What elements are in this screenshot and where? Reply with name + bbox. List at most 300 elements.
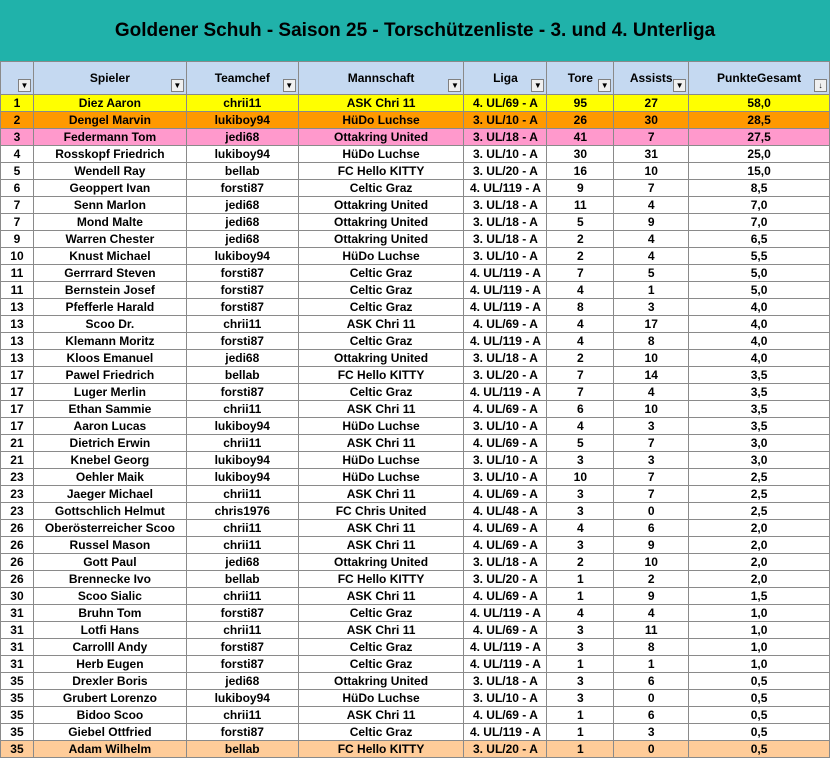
assists-cell[interactable]: 6 bbox=[614, 673, 689, 690]
points-cell[interactable]: 1,0 bbox=[689, 605, 830, 622]
teamchef-cell[interactable]: forsti87 bbox=[186, 639, 298, 656]
assists-cell[interactable]: 8 bbox=[614, 333, 689, 350]
team-cell[interactable]: Ottakring United bbox=[298, 350, 464, 367]
filter-dropdown-icon[interactable]: ▼ bbox=[598, 79, 611, 92]
assists-cell[interactable]: 4 bbox=[614, 248, 689, 265]
assists-cell[interactable]: 4 bbox=[614, 384, 689, 401]
goals-cell[interactable]: 10 bbox=[547, 469, 614, 486]
player-name-cell[interactable]: Oehler Maik bbox=[33, 469, 186, 486]
league-cell[interactable]: 3. UL/10 - A bbox=[464, 112, 547, 129]
rank-cell[interactable]: 31 bbox=[1, 639, 34, 656]
player-name-cell[interactable]: Scoo Dr. bbox=[33, 316, 186, 333]
assists-cell[interactable]: 31 bbox=[614, 146, 689, 163]
player-name-cell[interactable]: Diez Aaron bbox=[33, 95, 186, 112]
rank-cell[interactable]: 17 bbox=[1, 418, 34, 435]
teamchef-cell[interactable]: jedi68 bbox=[186, 214, 298, 231]
league-cell[interactable]: 3. UL/18 - A bbox=[464, 197, 547, 214]
goals-cell[interactable]: 3 bbox=[547, 503, 614, 520]
assists-cell[interactable]: 14 bbox=[614, 367, 689, 384]
assists-cell[interactable]: 3 bbox=[614, 418, 689, 435]
player-name-cell[interactable]: Knust Michael bbox=[33, 248, 186, 265]
points-cell[interactable]: 6,5 bbox=[689, 231, 830, 248]
player-name-cell[interactable]: Knebel Georg bbox=[33, 452, 186, 469]
points-cell[interactable]: 3,5 bbox=[689, 384, 830, 401]
player-name-cell[interactable]: Aaron Lucas bbox=[33, 418, 186, 435]
league-cell[interactable]: 3. UL/20 - A bbox=[464, 367, 547, 384]
goals-cell[interactable]: 1 bbox=[547, 588, 614, 605]
goals-cell[interactable]: 4 bbox=[547, 282, 614, 299]
filter-dropdown-icon[interactable]: ▼ bbox=[171, 79, 184, 92]
points-cell[interactable]: 0,5 bbox=[689, 707, 830, 724]
goals-cell[interactable]: 3 bbox=[547, 622, 614, 639]
rank-cell[interactable]: 26 bbox=[1, 520, 34, 537]
team-cell[interactable]: Ottakring United bbox=[298, 197, 464, 214]
points-cell[interactable]: 2,0 bbox=[689, 571, 830, 588]
team-cell[interactable]: Ottakring United bbox=[298, 231, 464, 248]
teamchef-cell[interactable]: forsti87 bbox=[186, 299, 298, 316]
player-name-cell[interactable]: Adam Wilhelm bbox=[33, 741, 186, 758]
league-cell[interactable]: 3. UL/10 - A bbox=[464, 418, 547, 435]
team-cell[interactable]: Celtic Graz bbox=[298, 384, 464, 401]
points-cell[interactable]: 7,0 bbox=[689, 197, 830, 214]
team-cell[interactable]: HüDo Luchse bbox=[298, 690, 464, 707]
rank-cell[interactable]: 3 bbox=[1, 129, 34, 146]
teamchef-cell[interactable]: bellab bbox=[186, 163, 298, 180]
rank-cell[interactable]: 21 bbox=[1, 452, 34, 469]
player-name-cell[interactable]: Bruhn Tom bbox=[33, 605, 186, 622]
points-cell[interactable]: 4,0 bbox=[689, 333, 830, 350]
rank-cell[interactable]: 23 bbox=[1, 503, 34, 520]
goals-cell[interactable]: 1 bbox=[547, 571, 614, 588]
rank-cell[interactable]: 35 bbox=[1, 690, 34, 707]
teamchef-cell[interactable]: forsti87 bbox=[186, 724, 298, 741]
team-cell[interactable]: HüDo Luchse bbox=[298, 469, 464, 486]
team-cell[interactable]: ASK Chri 11 bbox=[298, 95, 464, 112]
assists-cell[interactable]: 2 bbox=[614, 571, 689, 588]
team-cell[interactable]: FC Hello KITTY bbox=[298, 571, 464, 588]
teamchef-cell[interactable]: forsti87 bbox=[186, 384, 298, 401]
teamchef-cell[interactable]: jedi68 bbox=[186, 231, 298, 248]
points-cell[interactable]: 2,0 bbox=[689, 554, 830, 571]
team-cell[interactable]: FC Hello KITTY bbox=[298, 367, 464, 384]
player-name-cell[interactable]: Lotfi Hans bbox=[33, 622, 186, 639]
assists-cell[interactable]: 8 bbox=[614, 639, 689, 656]
goals-cell[interactable]: 16 bbox=[547, 163, 614, 180]
points-cell[interactable]: 2,5 bbox=[689, 469, 830, 486]
assists-cell[interactable]: 7 bbox=[614, 469, 689, 486]
filter-dropdown-icon[interactable]: ▼ bbox=[448, 79, 461, 92]
points-cell[interactable]: 0,5 bbox=[689, 741, 830, 758]
goals-cell[interactable]: 26 bbox=[547, 112, 614, 129]
goals-cell[interactable]: 2 bbox=[547, 554, 614, 571]
rank-cell[interactable]: 7 bbox=[1, 214, 34, 231]
team-cell[interactable]: Celtic Graz bbox=[298, 639, 464, 656]
player-name-cell[interactable]: Luger Merlin bbox=[33, 384, 186, 401]
league-cell[interactable]: 4. UL/119 - A bbox=[464, 299, 547, 316]
points-cell[interactable]: 1,5 bbox=[689, 588, 830, 605]
rank-cell[interactable]: 31 bbox=[1, 622, 34, 639]
filter-dropdown-icon[interactable]: ▼ bbox=[673, 79, 686, 92]
goals-cell[interactable]: 4 bbox=[547, 418, 614, 435]
assists-cell[interactable]: 3 bbox=[614, 452, 689, 469]
assists-cell[interactable]: 7 bbox=[614, 180, 689, 197]
league-cell[interactable]: 3. UL/10 - A bbox=[464, 469, 547, 486]
league-cell[interactable]: 4. UL/69 - A bbox=[464, 588, 547, 605]
assists-cell[interactable]: 6 bbox=[614, 707, 689, 724]
points-cell[interactable]: 3,5 bbox=[689, 418, 830, 435]
rank-cell[interactable]: 21 bbox=[1, 435, 34, 452]
assists-cell[interactable]: 5 bbox=[614, 265, 689, 282]
goals-cell[interactable]: 3 bbox=[547, 452, 614, 469]
team-cell[interactable]: HüDo Luchse bbox=[298, 248, 464, 265]
points-cell[interactable]: 25,0 bbox=[689, 146, 830, 163]
teamchef-cell[interactable]: forsti87 bbox=[186, 265, 298, 282]
rank-cell[interactable]: 35 bbox=[1, 707, 34, 724]
rank-cell[interactable]: 23 bbox=[1, 469, 34, 486]
points-cell[interactable]: 5,0 bbox=[689, 282, 830, 299]
league-cell[interactable]: 3. UL/18 - A bbox=[464, 350, 547, 367]
teamchef-cell[interactable]: jedi68 bbox=[186, 673, 298, 690]
team-cell[interactable]: ASK Chri 11 bbox=[298, 401, 464, 418]
teamchef-cell[interactable]: forsti87 bbox=[186, 282, 298, 299]
player-name-cell[interactable]: Carrolll Andy bbox=[33, 639, 186, 656]
teamchef-cell[interactable]: lukiboy94 bbox=[186, 418, 298, 435]
assists-cell[interactable]: 0 bbox=[614, 741, 689, 758]
team-cell[interactable]: ASK Chri 11 bbox=[298, 537, 464, 554]
teamchef-cell[interactable]: chris1976 bbox=[186, 503, 298, 520]
rank-cell[interactable]: 10 bbox=[1, 248, 34, 265]
teamchef-cell[interactable]: bellab bbox=[186, 367, 298, 384]
player-name-cell[interactable]: Geoppert Ivan bbox=[33, 180, 186, 197]
assists-cell[interactable]: 30 bbox=[614, 112, 689, 129]
league-cell[interactable]: 4. UL/69 - A bbox=[464, 401, 547, 418]
team-cell[interactable]: HüDo Luchse bbox=[298, 112, 464, 129]
league-cell[interactable]: 4. UL/69 - A bbox=[464, 520, 547, 537]
goals-cell[interactable]: 8 bbox=[547, 299, 614, 316]
goals-cell[interactable]: 3 bbox=[547, 673, 614, 690]
points-cell[interactable]: 7,0 bbox=[689, 214, 830, 231]
filter-dropdown-icon[interactable]: ▼ bbox=[18, 79, 31, 92]
goals-cell[interactable]: 4 bbox=[547, 316, 614, 333]
assists-cell[interactable]: 7 bbox=[614, 435, 689, 452]
teamchef-cell[interactable]: chrii11 bbox=[186, 588, 298, 605]
goals-cell[interactable]: 2 bbox=[547, 350, 614, 367]
league-cell[interactable]: 3. UL/18 - A bbox=[464, 214, 547, 231]
player-name-cell[interactable]: Dietrich Erwin bbox=[33, 435, 186, 452]
player-name-cell[interactable]: Scoo Sialic bbox=[33, 588, 186, 605]
player-name-cell[interactable]: Bernstein Josef bbox=[33, 282, 186, 299]
points-cell[interactable]: 4,0 bbox=[689, 350, 830, 367]
league-cell[interactable]: 3. UL/18 - A bbox=[464, 129, 547, 146]
assists-cell[interactable]: 0 bbox=[614, 690, 689, 707]
goals-cell[interactable]: 4 bbox=[547, 605, 614, 622]
team-cell[interactable]: HüDo Luchse bbox=[298, 146, 464, 163]
goals-cell[interactable]: 1 bbox=[547, 656, 614, 673]
league-cell[interactable]: 4. UL/48 - A bbox=[464, 503, 547, 520]
player-name-cell[interactable]: Herb Eugen bbox=[33, 656, 186, 673]
team-cell[interactable]: ASK Chri 11 bbox=[298, 707, 464, 724]
team-cell[interactable]: ASK Chri 11 bbox=[298, 316, 464, 333]
teamchef-cell[interactable]: chrii11 bbox=[186, 435, 298, 452]
rank-cell[interactable]: 13 bbox=[1, 350, 34, 367]
teamchef-cell[interactable]: chrii11 bbox=[186, 707, 298, 724]
goals-cell[interactable]: 3 bbox=[547, 639, 614, 656]
league-cell[interactable]: 4. UL/119 - A bbox=[464, 282, 547, 299]
team-cell[interactable]: Celtic Graz bbox=[298, 180, 464, 197]
goals-cell[interactable]: 1 bbox=[547, 741, 614, 758]
player-name-cell[interactable]: Warren Chester bbox=[33, 231, 186, 248]
goals-cell[interactable]: 30 bbox=[547, 146, 614, 163]
assists-cell[interactable]: 11 bbox=[614, 622, 689, 639]
league-cell[interactable]: 3. UL/20 - A bbox=[464, 163, 547, 180]
goals-cell[interactable]: 6 bbox=[547, 401, 614, 418]
rank-cell[interactable]: 7 bbox=[1, 197, 34, 214]
team-cell[interactable]: Celtic Graz bbox=[298, 333, 464, 350]
assists-cell[interactable]: 1 bbox=[614, 282, 689, 299]
points-cell[interactable]: 8,5 bbox=[689, 180, 830, 197]
assists-cell[interactable]: 0 bbox=[614, 503, 689, 520]
filter-dropdown-icon[interactable]: ▼ bbox=[283, 79, 296, 92]
teamchef-cell[interactable]: jedi68 bbox=[186, 129, 298, 146]
player-name-cell[interactable]: Mond Malte bbox=[33, 214, 186, 231]
sort-descending-icon[interactable]: ↓ bbox=[814, 79, 827, 92]
assists-cell[interactable]: 10 bbox=[614, 554, 689, 571]
goals-cell[interactable]: 3 bbox=[547, 486, 614, 503]
teamchef-cell[interactable]: forsti87 bbox=[186, 180, 298, 197]
league-cell[interactable]: 3. UL/10 - A bbox=[464, 146, 547, 163]
rank-cell[interactable]: 26 bbox=[1, 537, 34, 554]
goals-cell[interactable]: 7 bbox=[547, 367, 614, 384]
league-cell[interactable]: 4. UL/69 - A bbox=[464, 537, 547, 554]
player-name-cell[interactable]: Russel Mason bbox=[33, 537, 186, 554]
league-cell[interactable]: 3. UL/18 - A bbox=[464, 231, 547, 248]
league-cell[interactable]: 4. UL/119 - A bbox=[464, 656, 547, 673]
league-cell[interactable]: 3. UL/10 - A bbox=[464, 690, 547, 707]
rank-cell[interactable]: 9 bbox=[1, 231, 34, 248]
rank-cell[interactable]: 35 bbox=[1, 673, 34, 690]
points-cell[interactable]: 5,0 bbox=[689, 265, 830, 282]
points-cell[interactable]: 2,5 bbox=[689, 486, 830, 503]
player-name-cell[interactable]: Oberösterreicher Scoo bbox=[33, 520, 186, 537]
teamchef-cell[interactable]: lukiboy94 bbox=[186, 248, 298, 265]
teamchef-cell[interactable]: chrii11 bbox=[186, 486, 298, 503]
teamchef-cell[interactable]: forsti87 bbox=[186, 605, 298, 622]
team-cell[interactable]: ASK Chri 11 bbox=[298, 520, 464, 537]
team-cell[interactable]: HüDo Luchse bbox=[298, 418, 464, 435]
league-cell[interactable]: 4. UL/69 - A bbox=[464, 316, 547, 333]
league-cell[interactable]: 4. UL/119 - A bbox=[464, 639, 547, 656]
points-cell[interactable]: 27,5 bbox=[689, 129, 830, 146]
league-cell[interactable]: 3. UL/10 - A bbox=[464, 248, 547, 265]
points-cell[interactable]: 3,5 bbox=[689, 367, 830, 384]
assists-cell[interactable]: 9 bbox=[614, 537, 689, 554]
teamchef-cell[interactable]: lukiboy94 bbox=[186, 112, 298, 129]
points-cell[interactable]: 3,0 bbox=[689, 452, 830, 469]
assists-cell[interactable]: 10 bbox=[614, 350, 689, 367]
rank-cell[interactable]: 6 bbox=[1, 180, 34, 197]
teamchef-cell[interactable]: forsti87 bbox=[186, 656, 298, 673]
player-name-cell[interactable]: Klemann Moritz bbox=[33, 333, 186, 350]
goals-cell[interactable]: 11 bbox=[547, 197, 614, 214]
points-cell[interactable]: 28,5 bbox=[689, 112, 830, 129]
team-cell[interactable]: Ottakring United bbox=[298, 554, 464, 571]
assists-cell[interactable]: 10 bbox=[614, 163, 689, 180]
points-cell[interactable]: 15,0 bbox=[689, 163, 830, 180]
rank-cell[interactable]: 11 bbox=[1, 265, 34, 282]
assists-cell[interactable]: 6 bbox=[614, 520, 689, 537]
goals-cell[interactable]: 3 bbox=[547, 537, 614, 554]
teamchef-cell[interactable]: lukiboy94 bbox=[186, 452, 298, 469]
league-cell[interactable]: 4. UL/119 - A bbox=[464, 724, 547, 741]
team-cell[interactable]: ASK Chri 11 bbox=[298, 622, 464, 639]
rank-cell[interactable]: 11 bbox=[1, 282, 34, 299]
rank-cell[interactable]: 31 bbox=[1, 605, 34, 622]
points-cell[interactable]: 3,5 bbox=[689, 401, 830, 418]
points-cell[interactable]: 2,0 bbox=[689, 537, 830, 554]
league-cell[interactable]: 4. UL/119 - A bbox=[464, 265, 547, 282]
points-cell[interactable]: 2,0 bbox=[689, 520, 830, 537]
player-name-cell[interactable]: Jaeger Michael bbox=[33, 486, 186, 503]
player-name-cell[interactable]: Bidoo Scoo bbox=[33, 707, 186, 724]
league-cell[interactable]: 4. UL/119 - A bbox=[464, 384, 547, 401]
rank-cell[interactable]: 23 bbox=[1, 486, 34, 503]
league-cell[interactable]: 4. UL/119 - A bbox=[464, 605, 547, 622]
player-name-cell[interactable]: Giebel Ottfried bbox=[33, 724, 186, 741]
goals-cell[interactable]: 95 bbox=[547, 95, 614, 112]
goals-cell[interactable]: 9 bbox=[547, 180, 614, 197]
teamchef-cell[interactable]: chrii11 bbox=[186, 622, 298, 639]
points-cell[interactable]: 3,0 bbox=[689, 435, 830, 452]
league-cell[interactable]: 4. UL/69 - A bbox=[464, 622, 547, 639]
teamchef-cell[interactable]: lukiboy94 bbox=[186, 469, 298, 486]
points-cell[interactable]: 4,0 bbox=[689, 316, 830, 333]
points-cell[interactable]: 2,5 bbox=[689, 503, 830, 520]
assists-cell[interactable]: 7 bbox=[614, 129, 689, 146]
team-cell[interactable]: Celtic Graz bbox=[298, 605, 464, 622]
teamchef-cell[interactable]: bellab bbox=[186, 571, 298, 588]
teamchef-cell[interactable]: lukiboy94 bbox=[186, 146, 298, 163]
league-cell[interactable]: 4. UL/69 - A bbox=[464, 95, 547, 112]
goals-cell[interactable]: 2 bbox=[547, 231, 614, 248]
rank-cell[interactable]: 17 bbox=[1, 367, 34, 384]
points-cell[interactable]: 4,0 bbox=[689, 299, 830, 316]
team-cell[interactable]: FC Chris United bbox=[298, 503, 464, 520]
league-cell[interactable]: 3. UL/10 - A bbox=[464, 452, 547, 469]
assists-cell[interactable]: 4 bbox=[614, 605, 689, 622]
teamchef-cell[interactable]: chrii11 bbox=[186, 316, 298, 333]
assists-cell[interactable]: 1 bbox=[614, 656, 689, 673]
teamchef-cell[interactable]: jedi68 bbox=[186, 197, 298, 214]
player-name-cell[interactable]: Dengel Marvin bbox=[33, 112, 186, 129]
rank-cell[interactable]: 26 bbox=[1, 554, 34, 571]
assists-cell[interactable]: 9 bbox=[614, 588, 689, 605]
goals-cell[interactable]: 7 bbox=[547, 384, 614, 401]
team-cell[interactable]: ASK Chri 11 bbox=[298, 486, 464, 503]
points-cell[interactable]: 0,5 bbox=[689, 724, 830, 741]
filter-dropdown-icon[interactable]: ▼ bbox=[531, 79, 544, 92]
teamchef-cell[interactable]: jedi68 bbox=[186, 350, 298, 367]
player-name-cell[interactable]: Pawel Friedrich bbox=[33, 367, 186, 384]
player-name-cell[interactable]: Senn Marlon bbox=[33, 197, 186, 214]
teamchef-cell[interactable]: chrii11 bbox=[186, 401, 298, 418]
team-cell[interactable]: HüDo Luchse bbox=[298, 452, 464, 469]
rank-cell[interactable]: 5 bbox=[1, 163, 34, 180]
player-name-cell[interactable]: Gerrrard Steven bbox=[33, 265, 186, 282]
assists-cell[interactable]: 7 bbox=[614, 486, 689, 503]
goals-cell[interactable]: 5 bbox=[547, 214, 614, 231]
points-cell[interactable]: 1,0 bbox=[689, 639, 830, 656]
teamchef-cell[interactable]: jedi68 bbox=[186, 554, 298, 571]
league-cell[interactable]: 4. UL/119 - A bbox=[464, 180, 547, 197]
points-cell[interactable]: 5,5 bbox=[689, 248, 830, 265]
assists-cell[interactable]: 4 bbox=[614, 197, 689, 214]
rank-cell[interactable]: 30 bbox=[1, 588, 34, 605]
teamchef-cell[interactable]: chrii11 bbox=[186, 537, 298, 554]
points-cell[interactable]: 1,0 bbox=[689, 622, 830, 639]
rank-cell[interactable]: 2 bbox=[1, 112, 34, 129]
rank-cell[interactable]: 35 bbox=[1, 741, 34, 758]
team-cell[interactable]: Celtic Graz bbox=[298, 299, 464, 316]
rank-cell[interactable]: 17 bbox=[1, 384, 34, 401]
rank-cell[interactable]: 17 bbox=[1, 401, 34, 418]
assists-cell[interactable]: 10 bbox=[614, 401, 689, 418]
team-cell[interactable]: Celtic Graz bbox=[298, 724, 464, 741]
rank-cell[interactable]: 4 bbox=[1, 146, 34, 163]
rank-cell[interactable]: 13 bbox=[1, 333, 34, 350]
player-name-cell[interactable]: Federmann Tom bbox=[33, 129, 186, 146]
points-cell[interactable]: 58,0 bbox=[689, 95, 830, 112]
rank-cell[interactable]: 1 bbox=[1, 95, 34, 112]
team-cell[interactable]: FC Hello KITTY bbox=[298, 163, 464, 180]
player-name-cell[interactable]: Rosskopf Friedrich bbox=[33, 146, 186, 163]
goals-cell[interactable]: 4 bbox=[547, 333, 614, 350]
league-cell[interactable]: 3. UL/20 - A bbox=[464, 571, 547, 588]
teamchef-cell[interactable]: chrii11 bbox=[186, 95, 298, 112]
team-cell[interactable]: FC Hello KITTY bbox=[298, 741, 464, 758]
assists-cell[interactable]: 3 bbox=[614, 299, 689, 316]
teamchef-cell[interactable]: bellab bbox=[186, 741, 298, 758]
league-cell[interactable]: 3. UL/18 - A bbox=[464, 554, 547, 571]
teamchef-cell[interactable]: lukiboy94 bbox=[186, 690, 298, 707]
rank-cell[interactable]: 31 bbox=[1, 656, 34, 673]
assists-cell[interactable]: 27 bbox=[614, 95, 689, 112]
teamchef-cell[interactable]: forsti87 bbox=[186, 333, 298, 350]
goals-cell[interactable]: 5 bbox=[547, 435, 614, 452]
goals-cell[interactable]: 1 bbox=[547, 707, 614, 724]
points-cell[interactable]: 0,5 bbox=[689, 690, 830, 707]
assists-cell[interactable]: 9 bbox=[614, 214, 689, 231]
player-name-cell[interactable]: Ethan Sammie bbox=[33, 401, 186, 418]
player-name-cell[interactable]: Gott Paul bbox=[33, 554, 186, 571]
goals-cell[interactable]: 4 bbox=[547, 520, 614, 537]
goals-cell[interactable]: 3 bbox=[547, 690, 614, 707]
assists-cell[interactable]: 4 bbox=[614, 231, 689, 248]
team-cell[interactable]: Celtic Graz bbox=[298, 282, 464, 299]
rank-cell[interactable]: 13 bbox=[1, 299, 34, 316]
player-name-cell[interactable]: Brennecke Ivo bbox=[33, 571, 186, 588]
goals-cell[interactable]: 41 bbox=[547, 129, 614, 146]
player-name-cell[interactable]: Grubert Lorenzo bbox=[33, 690, 186, 707]
points-cell[interactable]: 0,5 bbox=[689, 673, 830, 690]
league-cell[interactable]: 3. UL/20 - A bbox=[464, 741, 547, 758]
team-cell[interactable]: Ottakring United bbox=[298, 129, 464, 146]
assists-cell[interactable]: 17 bbox=[614, 316, 689, 333]
team-cell[interactable]: Celtic Graz bbox=[298, 265, 464, 282]
team-cell[interactable]: Ottakring United bbox=[298, 673, 464, 690]
goals-cell[interactable]: 1 bbox=[547, 724, 614, 741]
team-cell[interactable]: Ottakring United bbox=[298, 214, 464, 231]
league-cell[interactable]: 4. UL/69 - A bbox=[464, 486, 547, 503]
